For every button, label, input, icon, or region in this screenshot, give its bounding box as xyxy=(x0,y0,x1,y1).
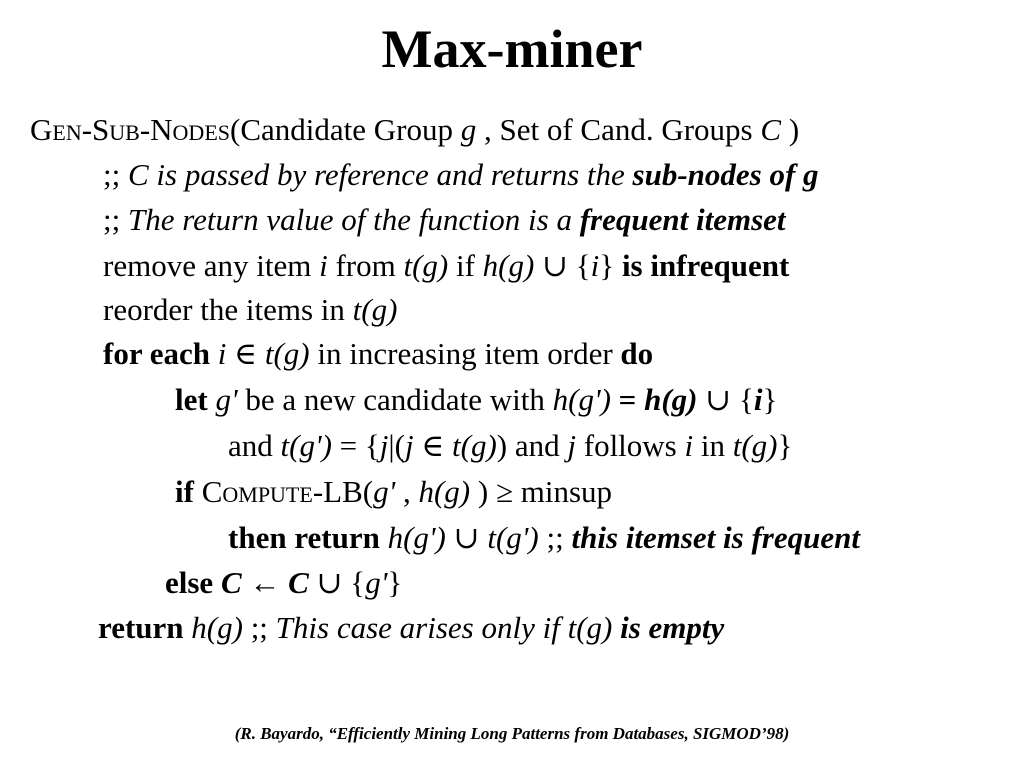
code-text: reorder the items in xyxy=(103,292,353,327)
signature-text: , Set of Cand. Groups xyxy=(476,112,761,147)
code-text: |( xyxy=(388,428,405,463)
code-text: be a new candidate with xyxy=(237,382,553,417)
var-g-prime: g' xyxy=(215,382,238,417)
comment-prefix: ;; xyxy=(103,202,128,237)
var-g-prime: g' xyxy=(373,474,396,509)
keyword-for-each: for each xyxy=(103,336,218,371)
code-text: ∈ xyxy=(226,336,265,371)
comment-prefix: ;; xyxy=(538,520,572,555)
comment-text: is passed by reference and returns the xyxy=(148,157,633,192)
expr-tg: t(g) xyxy=(452,428,497,463)
code-text: ) and xyxy=(496,428,568,463)
expr-tg-prime: t(g') xyxy=(487,520,539,555)
code-text: ∪ xyxy=(445,520,488,555)
keyword-let: let xyxy=(175,382,216,417)
keyword-if: if xyxy=(175,474,202,509)
expr-tg: t(g) xyxy=(352,292,398,327)
algo-line-signature xyxy=(30,110,799,150)
code-text: if xyxy=(448,248,483,283)
comment-bold: frequent itemset xyxy=(579,202,786,237)
var-C: C xyxy=(127,157,149,192)
code-text: , xyxy=(395,474,419,509)
comment-prefix: ;; xyxy=(242,610,276,645)
algo-line-then-return xyxy=(228,518,860,558)
var-j: j xyxy=(404,428,414,463)
var-i: i xyxy=(684,428,694,463)
var-C: C xyxy=(288,565,309,600)
function-name: Gen-Sub-Nodes xyxy=(30,112,230,147)
signature-text: ) xyxy=(781,112,800,147)
comment-bold: is empty xyxy=(612,610,725,645)
expr-hg: h(g) xyxy=(482,248,535,283)
slide-title: Max-miner xyxy=(381,19,643,79)
code-text: } xyxy=(599,248,622,283)
var-C: C xyxy=(220,565,242,600)
code-text: } xyxy=(387,565,403,600)
expr-hg-prime: h(g') xyxy=(552,382,611,417)
algo-line-for-each xyxy=(103,334,653,374)
comment-bold: sub-nodes of xyxy=(632,157,804,192)
code-text: in increasing item order xyxy=(309,336,621,371)
algo-line-comment-2 xyxy=(103,200,786,240)
code-text: = { xyxy=(331,428,380,463)
code-text: ∈ xyxy=(413,428,453,463)
var-j: j xyxy=(567,428,576,463)
keyword-return: return xyxy=(98,610,192,645)
code-text: ∪ { xyxy=(697,382,754,417)
code-text: follows xyxy=(576,428,685,463)
code-text: and xyxy=(228,428,281,463)
algo-line-comment-1 xyxy=(103,155,819,195)
var-g: g xyxy=(460,112,477,147)
algo-line-and xyxy=(228,426,792,466)
var-g: g xyxy=(803,157,819,192)
algo-line-else xyxy=(165,563,402,603)
code-text: = xyxy=(610,382,645,417)
var-j: j xyxy=(379,428,389,463)
var-i: i xyxy=(217,336,227,371)
var-i: i xyxy=(319,248,328,283)
expr-hg: h(g) xyxy=(644,382,698,417)
code-text: } xyxy=(777,428,793,463)
comment-text: The return value of the function is a xyxy=(127,202,580,237)
comment-prefix: ;; xyxy=(103,157,128,192)
code-text: } xyxy=(762,382,778,417)
expr-hg: h(g) xyxy=(418,474,471,509)
expr-tg: t(g) xyxy=(732,428,778,463)
function-name: Compute xyxy=(201,474,313,509)
algo-line-remove xyxy=(103,246,789,286)
keyword-then-return: then return xyxy=(228,520,388,555)
algo-line-if xyxy=(175,472,612,512)
keyword-do: do xyxy=(620,336,654,371)
code-text: ∪ { xyxy=(534,248,591,283)
code-text: from xyxy=(327,248,404,283)
code-text: -LB( xyxy=(312,474,374,509)
signature-text: (Candidate Group xyxy=(230,112,461,147)
algo-line-reorder xyxy=(103,290,397,330)
code-text: ) ≥ minsup xyxy=(470,474,613,509)
code-text: in xyxy=(693,428,733,463)
algo-line-let xyxy=(175,380,777,420)
expr-hg-prime: h(g') xyxy=(387,520,446,555)
var-i: i xyxy=(753,382,763,417)
comment-text: This case arises only if xyxy=(275,610,568,645)
code-text: ← xyxy=(241,565,289,600)
expr-tg: t(g) xyxy=(403,248,449,283)
comment-text: this itemset is frequent xyxy=(571,520,860,555)
expr-tg-prime: t(g') xyxy=(280,428,332,463)
expr-tg: t(g) xyxy=(264,336,310,371)
var-g-prime: g' xyxy=(365,565,388,600)
var-i: i xyxy=(590,248,600,283)
expr-hg: h(g) xyxy=(191,610,243,645)
code-text: ∪ { xyxy=(308,565,366,600)
code-bold: is infrequent xyxy=(621,248,790,283)
algo-line-return xyxy=(98,608,724,648)
var-C: C xyxy=(760,112,782,147)
citation: (R. Bayardo, “Efficiently Mining Long Patterns from Databases, SIGMOD’98) xyxy=(234,724,790,743)
keyword-else: else xyxy=(165,565,221,600)
expr-tg: t(g) xyxy=(567,610,613,645)
code-text: remove any item xyxy=(103,248,320,283)
